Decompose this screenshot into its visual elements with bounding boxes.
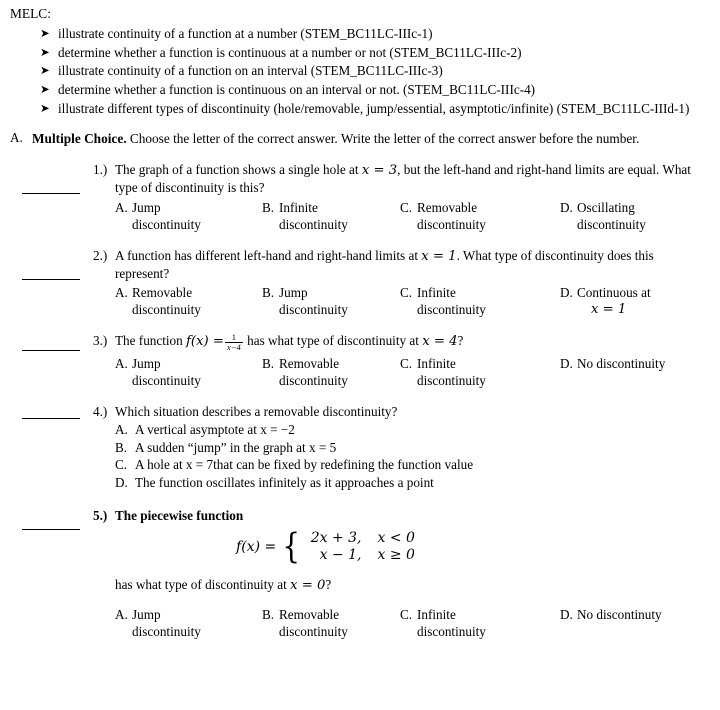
option-line-2: discontinuity (279, 372, 348, 388)
melc-section (10, 6, 708, 117)
question-body (93, 161, 708, 196)
option-line-1: Removable (279, 355, 340, 371)
multiple-choice-section (10, 130, 708, 148)
option-a[interactable] (115, 284, 255, 318)
option-line-1: Jump (132, 355, 161, 371)
option-text (400, 199, 550, 233)
question-text-part: has what type of discontinuity at (243, 332, 423, 348)
option-text (400, 355, 550, 389)
option-text (560, 284, 720, 318)
piecewise-expr-2: x − 1, (319, 547, 362, 564)
option-line-1: Infinite (417, 284, 456, 300)
option-text (115, 199, 255, 233)
question-text-part: has what type of discontinuity at (115, 577, 291, 593)
question-body (93, 507, 708, 524)
arrow-bullet-icon: ➤ (40, 25, 50, 40)
option-line-1: Infinite (279, 199, 318, 215)
option-text: A vertical asymptote at x = −2 (135, 421, 295, 437)
option-text (262, 606, 402, 640)
option-line-1: Infinite (417, 355, 456, 371)
question-list (10, 161, 708, 640)
question-text: Which situation describes a removable discontinuity? (115, 403, 398, 419)
piecewise-function-display (93, 527, 708, 568)
melc-title: MELC: (10, 6, 51, 21)
option-a[interactable] (115, 421, 708, 439)
option-letter: D. (560, 199, 573, 215)
option-line-2: discontinuity (417, 624, 486, 640)
options-row (93, 199, 708, 233)
option-c[interactable] (400, 606, 550, 640)
option-line-1: No discontinuty (577, 607, 662, 623)
option-line-2: discontinuity (132, 216, 201, 232)
melc-list-item (10, 100, 708, 117)
question-number: 4.) (93, 403, 108, 419)
option-letter: A. (115, 607, 128, 623)
question-number: 5.) (93, 508, 108, 524)
option-line-2: discontinuity (279, 302, 348, 317)
option-line-1: Jump (132, 607, 161, 623)
section-instructions: Choose the letter of the correct answer. Write the letter of the correct answer before the number. (126, 130, 640, 146)
option-letter: A. (115, 421, 128, 437)
option-d[interactable] (560, 199, 710, 233)
option-d[interactable] (560, 606, 720, 623)
option-line-1: Removable (279, 607, 340, 623)
question-inline-math: x = 1 (421, 248, 457, 264)
option-line-2: discontinuity (417, 302, 486, 317)
question-item (10, 247, 708, 318)
question-text: The piecewise function (115, 508, 244, 524)
answer-blank[interactable] (22, 529, 80, 530)
question-body (93, 332, 708, 353)
option-text: A hole at x = 7that can be fixed by redefining the function value (135, 457, 474, 473)
piecewise-row (304, 547, 415, 564)
option-text (400, 606, 550, 640)
answer-blank[interactable] (22, 193, 80, 194)
option-letter: A. (115, 284, 128, 300)
section-title: Multiple Choice. (32, 130, 127, 146)
option-letter: B. (262, 607, 275, 623)
melc-item-label: determine whether a function is continuous at a number or not (STEM_BC11LC-IIIc-2) (58, 44, 522, 60)
question-body (93, 403, 708, 420)
question-text-part: The graph of a function shows a single hole at (115, 162, 362, 178)
option-text (262, 199, 402, 233)
question-item (10, 332, 708, 389)
option-letter: A. (115, 355, 128, 371)
piecewise-expr-1: 2x + 3, (310, 530, 362, 547)
answer-blank[interactable] (22, 279, 80, 280)
option-d[interactable] (115, 474, 708, 492)
question-tail-text (93, 577, 708, 595)
option-c[interactable] (400, 284, 550, 318)
option-c[interactable] (400, 199, 550, 233)
question-text (115, 247, 708, 282)
piecewise-cond-1: x < 0 (377, 530, 415, 547)
option-letter: A. (115, 199, 128, 215)
option-text (400, 284, 550, 318)
option-line-1: Jump (279, 284, 308, 300)
question-inline-math: x = 3 (361, 163, 398, 179)
fraction-numerator: 1 (231, 332, 237, 343)
question-item (10, 403, 708, 491)
question-item (10, 507, 708, 640)
option-line-2: discontinuity (279, 624, 348, 640)
option-text: A sudden “jump” in the graph at x = 5 (135, 439, 337, 455)
option-letter: B. (262, 284, 275, 300)
option-line-2: discontinuity (279, 216, 348, 232)
option-letter: C. (400, 355, 413, 371)
option-text (115, 284, 255, 318)
option-letter: C. (400, 607, 413, 623)
option-text (560, 606, 720, 623)
option-letter: C. (115, 457, 128, 473)
option-line-1: Oscillating (577, 199, 635, 215)
options-row (93, 606, 708, 640)
question-number: 1.) (93, 162, 108, 178)
question-text-part: ? (457, 332, 464, 348)
option-text: The function oscillates infinitely as it approaches a point (135, 474, 434, 490)
option-line-2: discontinuity (132, 302, 201, 317)
option-line-1: Removable (132, 284, 193, 300)
question-text-part: A function has different left-hand and right-hand limits at (115, 247, 422, 263)
options-row (93, 355, 708, 389)
melc-list-item (10, 81, 708, 98)
melc-list-item (10, 44, 708, 61)
arrow-bullet-icon: ➤ (40, 100, 50, 115)
question-number: 2.) (93, 247, 108, 263)
question-body (93, 247, 708, 282)
arrow-bullet-icon: ➤ (40, 63, 50, 78)
option-a[interactable] (115, 606, 255, 640)
question-text-part: The function (115, 332, 187, 348)
function-notation: f(x) = (186, 333, 224, 349)
option-text (115, 355, 255, 389)
option-text (560, 355, 720, 372)
melc-item-label: determine whether a function is continuous on an interval or not. (STEM_BC11LC-IIIc-4) (58, 81, 536, 97)
option-line-1: Infinite (417, 607, 456, 623)
option-line-2: discontinuity (577, 216, 646, 232)
question-number: 3.) (93, 332, 108, 348)
option-line-1: No discontinuity (577, 355, 666, 371)
option-letter: C. (400, 284, 413, 300)
question-text-part: ? (325, 577, 332, 593)
option-b[interactable] (262, 355, 402, 389)
option-letter: B. (262, 355, 275, 371)
section-letter: A. (10, 129, 23, 145)
arrow-bullet-icon: ➤ (40, 81, 50, 96)
option-text (115, 606, 255, 640)
option-line-1: Continuous at (577, 284, 651, 300)
option-b[interactable] (262, 606, 402, 640)
option-d[interactable] (560, 284, 720, 318)
option-c[interactable] (400, 355, 550, 389)
option-line-2: x = 1 (591, 302, 627, 317)
option-line-1: Removable (417, 199, 478, 215)
piecewise-expression (236, 527, 415, 568)
fraction (225, 333, 243, 352)
option-line-2: discontinuity (132, 624, 201, 640)
option-line-1: Jump (132, 199, 161, 215)
option-b[interactable] (262, 284, 402, 318)
option-letter: D. (560, 355, 573, 371)
answer-blank[interactable] (22, 350, 80, 351)
option-a[interactable] (115, 199, 255, 233)
melc-list (10, 25, 708, 117)
option-letter: B. (262, 199, 275, 215)
melc-list-item (10, 25, 708, 42)
option-b[interactable] (115, 439, 708, 457)
melc-item-label: illustrate continuity of a function on an interval (STEM_BC11LC-IIIc-3) (58, 63, 443, 79)
question-text (115, 332, 708, 353)
melc-item-label: illustrate continuity of a function at a number (STEM_BC11LC-IIIc-1) (58, 25, 433, 41)
option-d[interactable] (560, 355, 720, 372)
piecewise-rows (304, 530, 415, 564)
option-a[interactable] (115, 355, 255, 389)
piecewise-lhs: f(x) = (236, 538, 277, 555)
section-heading (32, 130, 708, 148)
option-text (262, 355, 402, 389)
option-letter: C. (400, 199, 413, 215)
option-letter: D. (560, 607, 573, 623)
option-text (262, 284, 402, 318)
option-line-2: discontinuity (417, 372, 486, 388)
question-text (115, 161, 708, 196)
option-line-2: discontinuity (132, 372, 201, 388)
question-inline-math: x = 0 (290, 578, 326, 594)
answer-blank[interactable] (22, 418, 80, 419)
piecewise-row (304, 530, 415, 547)
option-line-2: discontinuity (417, 216, 486, 232)
arrow-bullet-icon: ➤ (40, 44, 50, 59)
option-text (560, 199, 710, 233)
option-letter: D. (560, 284, 573, 300)
options-stack (93, 421, 708, 491)
question-text-part: , but the left-hand and right-hand limits are equal. What type of discontinuity is this? (115, 162, 691, 196)
melc-item-label: illustrate different types of discontinuity (hole/removable, jump/essential, asymptotic/infinite) (STEM_BC11LC-IIId-1) (58, 100, 690, 116)
fraction-denominator: x−4 (226, 342, 241, 353)
option-letter: D. (115, 474, 128, 490)
options-row (93, 284, 708, 318)
option-letter: B. (115, 439, 128, 455)
piecewise-cond-2: x ≥ 0 (377, 547, 415, 564)
option-c[interactable] (115, 456, 708, 474)
option-b[interactable] (262, 199, 402, 233)
question-text-part: . What type of discontinuity does this represent? (115, 247, 654, 281)
melc-list-item (10, 62, 708, 79)
left-brace-icon: { (282, 527, 301, 568)
question-inline-math: x = 4 (422, 333, 458, 349)
question-item (10, 161, 708, 232)
